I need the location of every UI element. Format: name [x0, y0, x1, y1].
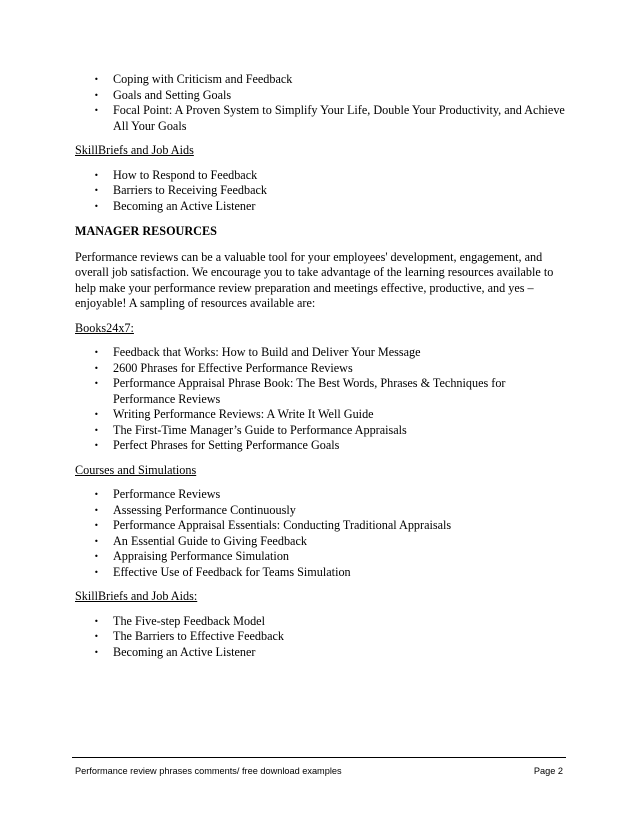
top-bullet-list — [75, 72, 565, 134]
bullet-icon: • — [94, 567, 99, 577]
list-item — [75, 487, 565, 503]
list-item — [75, 183, 565, 199]
list-item — [75, 518, 565, 534]
bullet-icon: • — [94, 75, 99, 84]
bullet-icon: • — [94, 170, 99, 180]
bullet-icon: • — [94, 363, 99, 373]
list-item-text: Perfect Phrases for Setting Performance Goals — [113, 438, 340, 452]
list-item-text: Barriers to Receiving Feedback — [113, 183, 267, 197]
courses-list — [75, 487, 565, 580]
bullet-icon: • — [94, 410, 99, 419]
list-item-text: Goals and Setting Goals — [113, 87, 232, 102]
list-item — [75, 503, 565, 519]
list-item — [75, 534, 565, 550]
list-item-text: The Barriers to Effective Feedback — [113, 629, 284, 643]
footer-title: Performance review phrases comments/ free download examples — [75, 766, 342, 776]
bullet-icon: • — [94, 647, 99, 657]
bullet-icon: • — [94, 379, 99, 388]
list-item — [75, 199, 565, 215]
bullet-icon: • — [94, 90, 99, 100]
list-item-text: Performance Reviews — [113, 487, 221, 501]
list-item — [75, 376, 565, 407]
bullet-icon: • — [94, 201, 99, 211]
list-item — [75, 423, 565, 439]
bullet-icon: • — [94, 521, 99, 530]
skillbriefs-heading: SkillBriefs and Job Aids — [75, 143, 194, 157]
courses-heading: Courses and Simulations — [75, 462, 197, 477]
footer-divider — [72, 757, 566, 758]
list-item — [75, 88, 565, 104]
list-item — [75, 549, 565, 565]
list-item-text: The Five-step Feedback Model — [113, 613, 265, 628]
list-item-text: Becoming an Active Listener — [113, 644, 256, 659]
page-content — [75, 72, 565, 660]
list-item-text: Assessing Performance Continuously — [113, 502, 296, 517]
page-number: Page 2 — [533, 766, 563, 776]
list-item-text: The First-Time Manager’s Guide to Performance Appraisals — [113, 422, 407, 437]
list-item — [75, 72, 565, 88]
bullet-icon: • — [94, 632, 99, 641]
bullet-icon: • — [94, 425, 99, 435]
list-item — [75, 565, 565, 581]
manager-resources-paragraph: Performance reviews can be a valuable tool for your employees' development, engagement, and overall job satisfaction. We encourage you to take advantage of the learning resources available to help make your performance review preparation and meetings effective, productive, and yes – enjoyable! A sampling of resources available are: — [75, 249, 554, 310]
bullet-icon: • — [94, 490, 99, 499]
list-item-text: Appraising Performance Simulation — [113, 549, 290, 563]
list-item — [75, 614, 565, 630]
list-item — [75, 407, 565, 423]
list-item-text: Performance Appraisal Essentials: Conducting Traditional Appraisals — [113, 518, 452, 532]
list-item-text: Writing Performance Reviews: A Write It Well Guide — [113, 407, 374, 421]
list-item-text: Feedback that Works: How to Build and Deliver Your Message — [113, 345, 421, 359]
bullet-icon: • — [94, 106, 99, 115]
manager-resources-heading: MANAGER RESOURCES — [75, 224, 217, 238]
books-heading: Books24x7: — [75, 320, 134, 335]
list-item-text: Becoming an Active Listener — [113, 198, 256, 213]
list-item-text: Effective Use of Feedback for Teams Simulation — [113, 564, 351, 579]
books-list — [75, 345, 565, 454]
list-item — [75, 168, 565, 184]
list-item-text: Focal Point: A Proven System to Simplify Your Life, Double Your Productivity, and Achieve All Your Goals — [113, 103, 565, 133]
list-item — [75, 361, 565, 377]
skillbriefs-list — [75, 168, 565, 215]
skillbriefs-2-heading: SkillBriefs and Job Aids: — [75, 589, 198, 603]
list-item — [75, 103, 565, 134]
bullet-icon: • — [94, 505, 99, 515]
bullet-icon: • — [94, 552, 99, 561]
list-item — [75, 438, 565, 454]
bullet-icon: • — [94, 441, 99, 450]
bullet-icon: • — [94, 186, 99, 195]
list-item-text: An Essential Guide to Giving Feedback — [113, 533, 307, 548]
list-item-text: Coping with Criticism and Feedback — [113, 72, 293, 86]
list-item-text: How to Respond to Feedback — [113, 167, 258, 182]
bullet-icon: • — [94, 616, 99, 626]
bullet-icon: • — [94, 536, 99, 546]
list-item-text: 2600 Phrases for Effective Performance Reviews — [113, 360, 353, 375]
list-item — [75, 345, 565, 361]
list-item-text: Performance Appraisal Phrase Book: The Best Words, Phrases & Techniques for Performance Reviews — [113, 376, 506, 406]
list-item — [75, 629, 565, 645]
skillbriefs-2-list — [75, 614, 565, 661]
list-item — [75, 645, 565, 661]
bullet-icon: • — [94, 348, 99, 357]
